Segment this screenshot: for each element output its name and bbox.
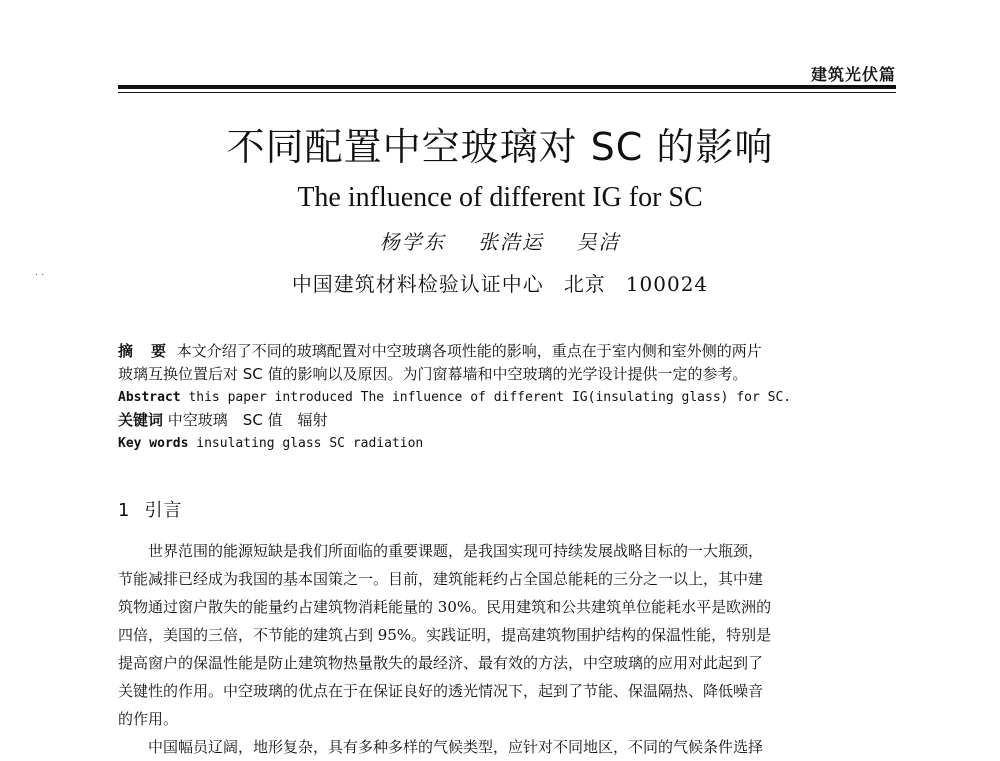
scan-artifact: ··	[35, 270, 48, 281]
header-rule-thick	[118, 85, 896, 89]
paper-title-chinese: 不同配置中空玻璃对 SC 的影响	[226, 125, 774, 169]
affiliation-institution: 中国建筑材料检验认证中心	[291, 272, 544, 296]
abstract-en-text: this paper introduced The influence of different IG(insulating glass) for SC.	[188, 390, 792, 405]
section-heading-introduction	[118, 496, 182, 522]
body-text	[118, 537, 896, 761]
body-line: 关键性的作用。中空玻璃的优点在于在保证良好的透光情况下，起到了节能、保温隔热、降低噪音	[118, 682, 764, 700]
abstract-cn-line-1	[118, 340, 896, 363]
keywords-en-label: Key words	[118, 436, 189, 451]
author-3: 吴洁	[576, 230, 621, 254]
body-line: 的作用。	[118, 710, 179, 728]
running-head: 建筑光伏篇	[810, 65, 896, 84]
author-list	[0, 226, 1000, 255]
keywords-cn-terms: 中空玻璃 SC 值 辐射	[167, 411, 328, 429]
affiliation	[0, 268, 1000, 297]
abstract-en-label: Abstract	[118, 390, 181, 405]
body-line: 提高窗户的保温性能是防止建筑物热量散失的最经济、最有效的方法，中空玻璃的应用对此起到了	[118, 654, 764, 672]
affiliation-city: 北京	[563, 272, 606, 296]
body-line: 节能减排已经成为我国的基本国策之一。目前，建筑能耗约占全国总能耗的三分之一以上，其中建	[118, 570, 764, 588]
header-rule-thin	[118, 92, 896, 93]
body-line: 中国幅员辽阔，地形复杂，具有多种多样的气候类型，应针对不同地区，不同的气候条件选择	[148, 738, 764, 756]
body-line: 四倍，美国的三倍，不节能的建筑占到 95%。实践证明，提高建筑物围护结构的保温性能，特别是	[118, 626, 772, 644]
affiliation-postcode: 100024	[625, 272, 709, 296]
paper-title-english: The influence of different IG for SC	[297, 182, 703, 213]
abstract-keywords-block	[118, 340, 896, 455]
body-line: 筑物通过窗户散失的能量约占建筑物消耗能量的 30%。民用建筑和公共建筑单位能耗水平是欧洲的	[118, 598, 772, 616]
keywords-en-line	[118, 432, 896, 455]
keywords-cn-line	[118, 409, 896, 432]
body-line: 世界范围的能源短缺是我们所面临的重要课题，是我国实现可持续发展战略目标的一大瓶颈，	[148, 542, 764, 560]
abstract-cn-text-1: 本文介绍了不同的玻璃配置对中空玻璃各项性能的影响，重点在于室内侧和室外侧的两片	[176, 342, 762, 360]
abstract-cn-text-2: 玻璃互换位置后对 SC 值的影响以及原因。为门窗幕墙和中空玻璃的光学设计提供一定的参考。	[118, 365, 748, 383]
section-title: 引言	[144, 500, 183, 521]
abstract-cn-line-2	[118, 363, 896, 386]
section-number: 1	[118, 500, 131, 521]
author-1: 杨学东	[379, 230, 446, 254]
author-2: 张浩运	[478, 230, 544, 254]
abstract-cn-label: 摘要	[118, 342, 185, 360]
keywords-cn-label: 关键词	[118, 411, 164, 429]
abstract-en-line	[118, 386, 896, 409]
keywords-en-terms: insulating glass SC radiation	[196, 436, 424, 451]
